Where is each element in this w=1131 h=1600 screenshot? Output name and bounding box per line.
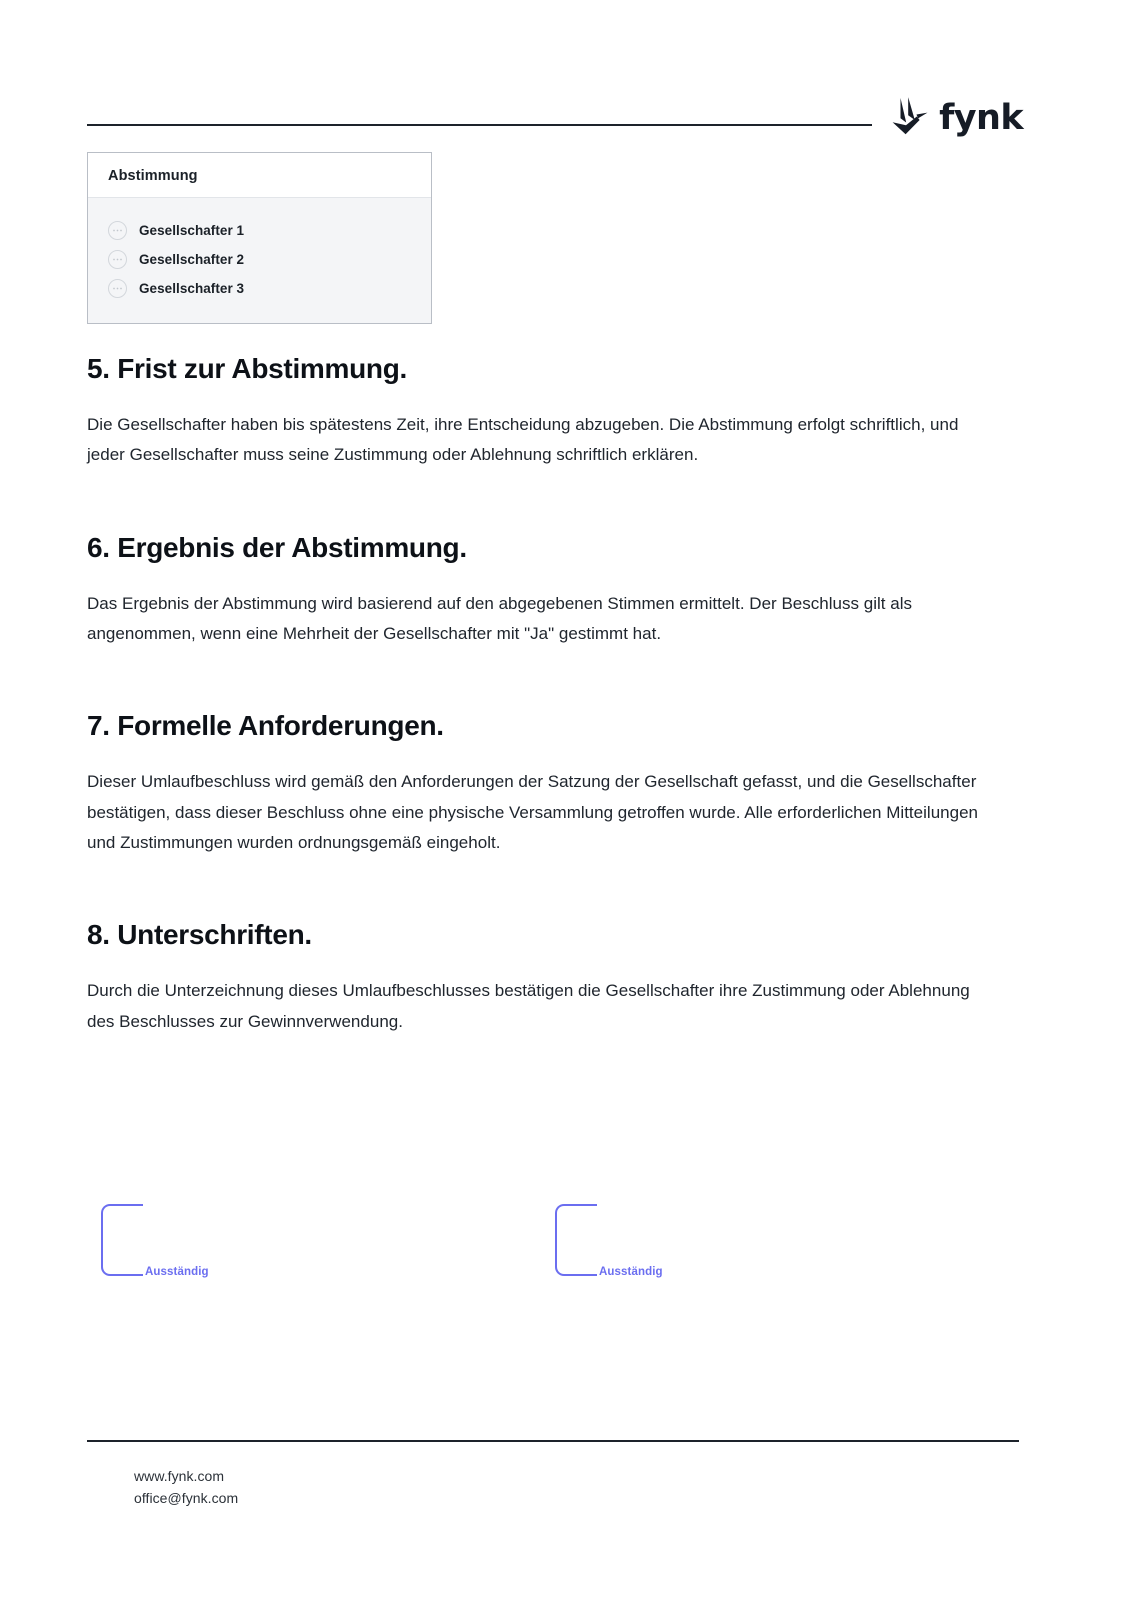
page-header — [0, 0, 1131, 150]
list-item[interactable] — [88, 216, 431, 245]
pending-ellipsis-circle-icon — [108, 221, 127, 240]
list-item[interactable] — [88, 245, 431, 274]
list-item-label: Gesellschafter 3 — [139, 281, 245, 296]
status-badge: Ausständig — [599, 1266, 663, 1278]
footer-website[interactable]: www.fynk.com — [134, 1468, 225, 1484]
pending-ellipsis-circle-icon — [108, 250, 127, 269]
abstimmung-card — [87, 152, 432, 324]
brand-logo — [886, 96, 1023, 138]
section-paragraph: Das Ergebnis der Abstimmung wird basierend auf den abgegebenen Stimmen ermittelt. Der Beschluss gilt als angenommen, wenn eine Mehrheit der Gesellschafter mit "Ja" gestimmt hat. — [87, 593, 913, 644]
status-badge: Ausständig — [145, 1266, 209, 1278]
signature-field[interactable] — [541, 1196, 731, 1286]
signature-bracket-icon — [555, 1204, 597, 1276]
section-heading: 6. Ergebnis der Abstimmung. — [87, 531, 467, 563]
signature-bracket-icon — [101, 1204, 143, 1276]
section-paragraph: Dieser Umlaufbeschluss wird gemäß den Anforderungen der Satzung der Gesellschaft gefasst, und die Gesellschafter bestätigen, dass dieser Beschluss ohne eine physische Versammlung getroffen wurde. Alle erforderlichen Mitteilungen und Zustimmungen wurden ordnungsgemäß eingeholt. — [87, 772, 979, 852]
header-divider — [87, 124, 872, 126]
signature-area — [87, 1196, 1027, 1286]
section-heading: 8. Unterschriften. — [87, 919, 312, 951]
footer-email[interactable]: office@fynk.com — [134, 1489, 239, 1506]
pending-ellipsis-circle-icon — [108, 279, 127, 298]
section-frist-zur-abstimmung — [87, 352, 1027, 471]
page-footer — [87, 1440, 1019, 1509]
signature-field[interactable] — [87, 1196, 277, 1286]
abstimmung-card-header — [88, 153, 431, 198]
abstimmung-card-title: Abstimmung — [108, 168, 198, 184]
list-item-label: Gesellschafter 2 — [139, 252, 245, 267]
brand-wordmark: fynk — [939, 97, 1023, 138]
section-heading: 5. Frist zur Abstimmung. — [87, 353, 408, 384]
footer-divider — [87, 1440, 1019, 1442]
section-ergebnis-der-abstimmung — [87, 531, 1027, 650]
abstimmung-card-body — [88, 198, 431, 323]
document-body — [87, 352, 1027, 1037]
section-paragraph: Durch die Unterzeichnung dieses Umlaufbeschlusses bestätigen die Gesellschafter ihre Zustimmung oder Ablehnung des Beschlusses zur Gewinnverwendung. — [87, 981, 970, 1031]
list-item-label: Gesellschafter 1 — [139, 223, 245, 238]
list-item[interactable] — [88, 274, 431, 303]
section-formelle-anforderungen — [87, 709, 1027, 858]
footer-contact — [87, 1466, 1019, 1509]
section-unterschriften — [87, 918, 1027, 1037]
section-paragraph: Die Gesellschafter haben bis spätestens Zeit, ihre Entscheidung abzugeben. Die Abstimmung erfolgt schriftlich, und jeder Gesellschafter muss seine Zustimmung oder Ablehnung schriftlich erklären. — [87, 415, 959, 465]
fynk-origami-bird-icon — [886, 96, 930, 138]
section-heading: 7. Formelle Anforderungen. — [87, 710, 444, 742]
